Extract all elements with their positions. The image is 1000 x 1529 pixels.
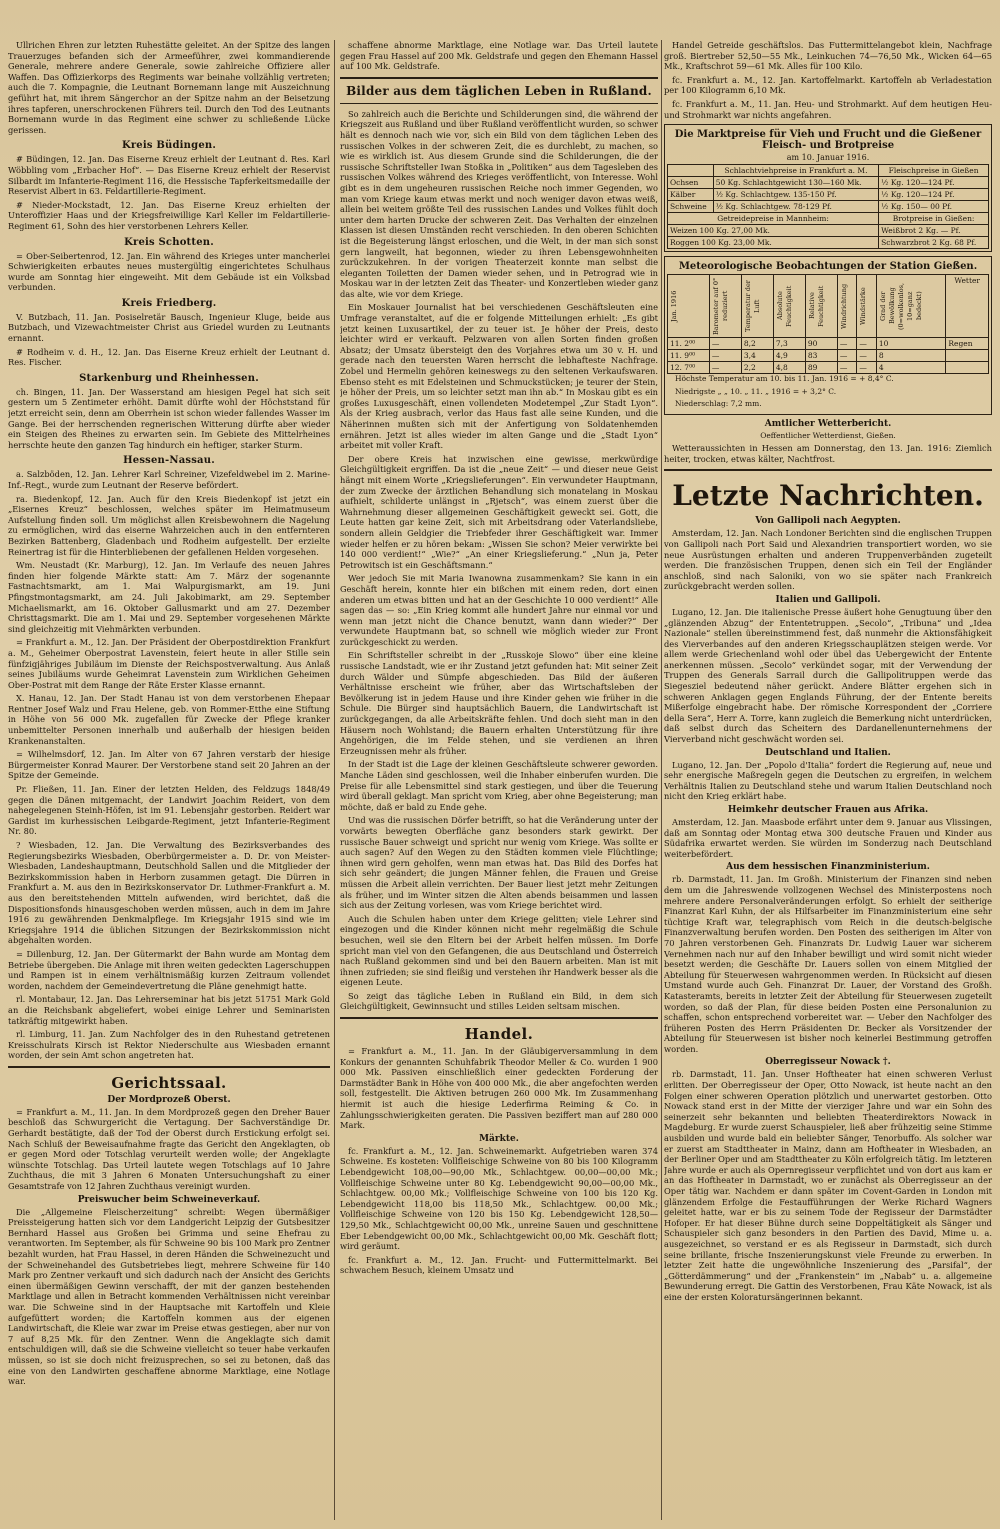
table-header: Schlachtviehpreise in Frankfurt a. M. [713,165,878,177]
news-paragraph: ch. Bingen, 11. Jan. Der Wasserstand am hiesigen Pegel hat sich seit gestern um 5 Zentimeter erhöht. Damit dürfte wohl der Höchststand für jetzt erreicht sein, denn am Oberrhein ist schon wieder fallendes Wasser im Gange. Bei der herrschenden regnerischen Witterung dürfte aber wieder ein Steigen des Rheines zu erwarten sein. Im Gebiete des Mittelrheines herrschte heute den ganzen Tag hindurch ein heftiger, starker Sturm. [8,386,330,450]
news-paragraph: Lugano, 12. Jan. Der „Popolo d'Italia“ fordert die Regierung auf, neue und sehr energische Maßregeln gegen die Deutschen zu ergreifen, in welchem Verhältnis Italien zu Deutschland stehe und warum Italien Deutschland noch nicht den Krieg erklärt habe. [664,759,992,802]
news-paragraph: In der Stadt ist die Lage der kleinen Geschäftsleute schwerer geworden. Manche Läden sind geschlossen, weil die Inhaber einberufen wurden. Die Preise für alle Lebensmittel sind stark gestiegen, und über die Teuerung wird überall geklagt. Man spricht vom Krieg, aber ohne Begeisterung; man möchte, daß er bald zu Ende gehe. [340,759,658,812]
meteo-min: Niedrigste „ „ 10. „ 11. „ 1916 = + 3,2° C. [675,386,837,396]
news-paragraph: rb. Darmstadt, 11. Jan. Unser Hoftheater hat einen schweren Verlust erlitten. Der Oberregisseur der Oper, Otto Nowack, ist heute nacht an den Folgen einer schweren Operation plötzlich und unerwartet gestorben. Otto Nowack stand erst in der Mitte der vierziger Jahre und war ein Sohn des seinerzeit sehr bekannten und beliebten Theaterdirektors Nowack in Magdeburg. Er wurde zuerst Schauspieler, ließ aber frühzeitig seine Stimme ausbilden und wurde bald ein beliebter Sänger, Tenorbuffo. Als solcher war er zuerst am Stadttheater in Mainz, dann am Hoftheater in Wiesbaden, an der Berliner Oper und am Stadttheater zu Köln erfolgreich tätig. Im letzteren Jahre wurde er auch als Opernregisseur verpflichtet und von dort aus kam er an das Hoftheater in Darmstadt, wo er zunächst als Oberregisseur an der Oper tätig war. Nachdem er dann später im Covent-Garden in London mit glänzendem Erfolge die Festaufführungen der Werke Richard Wagners geleitet hatte, war er bis zu seinem Tode der Regisseur der Darmstädter Hofoper. Er hat dieser Bühne durch seine Doppeltätigkeit als Sänger und Schauspieler sich ganz besonders in den Partien des David, Mime u. a. ausgezeichnet, so verstand er es als Regisseur in Darmstadt, sich durch seine brillante, frische Inszenierungskunst viele Freunde zu erwerben. In letzter Zeit hatte die ungewöhnliche Inszenierung des „Parsifal“, der „Götterdämmerung“ und der „Frankenstein“ im „Nabab“ u. a. allgemeine Bewunderung erregt. Die Gattin des Verstorbenen, Frau Käte Nowack, ist als eine der ersten Koloratursängerinnen bekannt. [664,1069,992,1302]
article-subtitle: Preiswucher beim Schweineverkauf. [77,1194,261,1205]
table-cell: 50 Kg. Schlachtgewicht 130—160 Mk. [713,177,878,189]
column-rule [661,40,662,1520]
article-title-russland: Bilder aus dem täglichen Leben in Rußland. [346,83,652,98]
table-row [668,177,989,189]
news-paragraph: Pr. Fließen, 11. Jan. Einer der letzten Helden, des Feldzugs 1848/49 gegen die Dänen mitgemacht, der Landwirt Joachim Reidert, von dem nahegelegenen Steinh-Höfen, ist im 91. Lebensjahr gestorben. Reidert war Gardist im kurhessischen Leibgarde-Regiment, jetzt Infanterie-Regiment Nr. 80. [8,784,330,837]
news-paragraph: Ein Moskauer Journalist hat bei verschiedenen Geschäftsleuten eine Umfrage veranstaltet, auf die er folgende Mitteilungen erhielt: „Es gibt jetzt keinen Luxusartikel, der zu teuer ist. Je höher der Preis, desto leichter wird er verkauft. Pelzwaren von allen Sorten finden großen Absatz; der Umsatz übersteigt den des Vorjahres etwa um 30 v. H. und gerade nach den teuersten Waren herrscht die lebhafteste Nachfrage. Zobel und Hermelin gehören keineswegs zu den seltenen Verkaufswaren. Ebenso steht es mit Edelsteinen und Schmuckstücken; je teurer der Stein, je höher der Preis, um so leichter setzt man ihn ab.“ In Moskau gibt es ein großes Luxusgeschäft, einen vollendeten Modetempel „Zur Stadt Lyon“. Als der Krieg ausbrach, verlor das Haus fast alle seine Kunden, und die Näherinnen mußten sich mit der Anfertigung von Soldatenhemden ernähren. Jetzt ist alles wieder im alten Gange und die „Stadt Lyon“ arbeitet mit voller Kraft. [340,302,658,451]
news-paragraph: Lugano, 12. Jan. Die italienische Presse äußert hohe Genugtuung über den „glänzenden Abzug“ der Ententetruppen. „Secolo“, „Tribuna“ und „Idea Nazionale“ stellen übereinstimmend fest, daß nunmehr die Aktionsfähigkeit des Vierverbandes auf den anderen Kriegsschauplätzen steigen werde. Vor allem werde Griechenland wohl oder übel das Uebergewicht der Entente anerkennen müssen. „Secolo“ verkündet sogar, mit der Verwendung der Truppen des Generals Sarrail durch die Gallipolitruppen werde das Siegesziel bedeutend näher gerückt. Andere Blätter ergehen sich in schweren Anklagen gegen Englands Führung, der der Entente bereits Mißerfolge eingebracht habe. Der römische Korrespondent der „Corriere della Sera“, Herr A. Torre, kann zugleich die Bemerkung nicht unterdrücken, daß selbst durch das Scheitern des Dardanellenunternehmens der Vierverband nicht geschwächt worden sei. [664,606,992,745]
news-paragraph: = Frankfurt a. M., 12. Jan. Der Präsident der Oberpostdirektion Frankfurt a. M., Geheimer Oberpostrat Lavenstein, feiert heute in aller Stille sein fünfzigjähriges Jubiläum im Dienste der Reichspostverwaltung. Aus Anlaß seines Jubiläums wurde Geheimrat Lavenstein zum Wirklichen Geheimen Ober-Postrat mit dem Range der Räte Erster Klasse ernannt. [8,637,330,690]
table-header: Wetter [946,275,989,338]
table-header: Jan. 1916 [668,275,710,338]
table-cell: ½ Kg. Schlachtgew. 135-150 Pf. [713,189,878,201]
news-paragraph: = Wilhelmsdorf, 12. Jan. Im Alter von 67 Jahren verstarb der hiesige Bürgermeister Konrad Maurer. Der Verstorbene stand seit 20 Jahren an der Spitze der Gemeinde. [8,749,330,781]
news-paragraph: V. Butzbach, 11. Jan. Posiselretär Bausch, Ingenieur Kluge, beide aus Butzbach, und Vizewachtmeister Christ aus Griedel wurden zu Leutnants ernannt. [8,311,330,344]
divider [340,103,658,104]
table-row [668,237,989,249]
news-paragraph: # Rodheim v. d. H., 12. Jan. Das Eiserne Kreuz erhielt der Leutnant d. Res. Fischer. [8,346,330,368]
table-row: 11. 2⁰⁰ — 8,2 7,3 90 — — 10 Regen [668,338,989,350]
table-header: Brotpreise in Gießen: [879,213,989,225]
column-rule [334,40,335,1520]
section-title-handel: Handel. [464,1025,534,1044]
table-header: Barometer auf 0° reduziert [709,275,741,338]
news-paragraph: Amsterdam, 12. Jan. Nach Londoner Berichten sind die englischen Truppen von Gallipoli nach Port Said und Alexandrien transportiert worden, wo sie neue Ausrüstungen erhalten und anderen Truppenverbänden zugeteilt werden. Die französischen Truppen, denen sich ein Teil der Engländer anschloß, sind nach Saloniki, von wo sie später nach Frankreich zurückgebracht werden sollen. [664,528,992,592]
article-subtitle: Der Mordprozeß Oberst. [107,1094,231,1105]
news-paragraph: Ein Schriftsteller schreibt in der „Russkoje Slowo“ über eine kleine russische Landstadt, wie er ihr Zustand jetzt gefunden hat: Mit seiner Zeit durch Wälder und Sümpfe abgeschieden. Das Bild der äußeren Verhältnisse erscheint wie früher, aber das Wirtschaftsleben der Bevölkerung ist in jedem Hause und ihre Kinder gehen wie früher in die Schule. Die Bürger sind hauptsächlich Bauern, die Landwirtschaft ist zurückgegangen, da alle Arbeitskräfte fehlen. Und doch sieht man in den Häusern noch Wohlstand; die Bauern erhalten Unterstützung für ihre Angehörigen, die im Felde stehen, und sie verdienen an ihren Erzeugnissen mehr als früher. [340,650,658,756]
news-paragraph: So zahlreich auch die Berichte und Schilderungen sind, die während der Kriegszeit aus Rußland und über Rußland veröffentlicht wurden, so schwer hält es dennoch nach wie vor, sich ein Bild von dem täglichen Leben des russischen Volkes in der schweren Zeit, die es durchlebt, zu machen, so wie es wirklich ist. Aus diesem Grunde sind die Schilderungen, die der russische Schriftsteller Iwan Stoßka in „Politiken“ aus dem Tagesleben des russischen Volkes während des Krieges veröffentlicht, von Interesse. Wohl gibt es in dem ungeheuren russischen Reiche noch immer Gegenden, wo man vom Kriege kaum etwas merkt und noch weniger davon etwas weiß, allein bei weitem größte Teil des russischen Landes und Volkes fühlt doch unter dem harten Drucke der schweren Zeit. Das Verhalten der einzelnen Klassen ist diesen Umständen recht verschieden. In den oberen Schichten ist die Begeisterung längst erloschen, und die Welt, in der man sich sonst gern langweilt, hat begonnen, wieder zu ihren Lebensgewohnheiten zurückzukehren. In der vorigen Theaterzeit konnte man selbst die eleganten Toiletten der Damen wieder sehen, und in Petrograd wie in Moskau war in der letzten Zeit das Theater- und Konzertleben wieder ganz das alte, wie vor dem Kriege. [340,108,658,299]
table-header: Relative Feuchtigkeit [805,275,837,338]
news-paragraph: = Dillenburg, 12. Jan. Der Gütermarkt der Bahn wurde am Montag dem Betriebe übergeben. Die Anlage mit ihren weiten gedeckten Lagerschuppen und Rampen ist in einem verhältnismäßig kurzen Zeitraum vollendet worden, nachdem der Gemeindevertretung die Pläne genehmigt hatte. [8,948,330,991]
table-cell: Ochsen [668,177,714,189]
section-heading: Starkenburg und Rheinhessen. [79,372,259,384]
table-cell: ½ Kg. 120—124 Pf. [879,177,989,189]
news-paragraph: ra. Biedenkopf, 12. Jan. Auch für den Kreis Biedenkopf ist jetzt ein „Eisernes Kreuz“ beschlossen, welches später im Heimatmuseum Aufstellung finden soll. Um möglichst allen Kreisbewohnern die Nagelung zu ermöglichen, wird das eiserne Wahrzeichen auch in den entfernteren Bezirken Battenberg, Gladenbach und Rodheim aufgestellt. Der erzielte Reinertrag ist für die Hinterbliebenen der gefallenen Helden vorgesehen. [8,493,330,557]
weather-report-text: Wetteraussichten in Hessen am Donnerstag, den 13. Jan. 1916: Ziemlich heiter, trocken, etwas kälter, Nachtfrost. [664,443,992,464]
news-paragraph: schaffene abnorme Marktlage, eine Notlage war. Das Urteil lautete gegen Frau Hassel auf 200 Mk. Geldstrafe und gegen den Ehemann Hassel auf 100 Mk. Geldstrafe. [340,40,658,72]
news-paragraph: rl. Montabaur, 12. Jan. Das Lehrerseminar hat bis jetzt 51751 Mark Gold an die Reichsbank abgeliefert, wobei einige Lehrer und Seminaristen tatkräftig mitgewirkt haben. [8,994,330,1026]
table-header: Temperatur der Luft [741,275,773,338]
news-paragraph: = Frankfurt a. M., 11. Jan. In der Gläubigerversammlung in dem Konkurs der genannten Schuhfabrik Theodor Meller & Co. wurden 1 900 000 Mk. Passiven einschließlich einer gedeckten Forderung der Darmstädter Bank in Höhe von 400 000 Mk., die aber angefochten werden soll, festgestellt. Die Aktiven betrugen 260 000 Mk. Im Zusammenhang hiermit ist auch die hiesige Lederfirma Reiming & Co. in Zahlungsschwierigkeiten geraten. Die Passiven beziffert man auf 280 000 Mark. [340,1046,658,1131]
news-paragraph: a. Salzböden, 12. Jan. Lehrer Karl Schreiner, Vizefeldwebel im 2. Marine-Inf.-Regt., wurde zum Leutnant der Reserve befördert. [8,469,330,490]
table-cell: Weizen 100 Kg. 27,00 Mk. [668,225,879,237]
table-row [668,189,989,201]
market-prices-table [667,164,989,249]
table-header: Grad der Bewölkung (0=wolkenlos, 10=ganz bedeckt) [876,275,946,338]
table-row: 11. 9⁰⁰ — 3,4 4,9 83 — — 8 [668,350,989,362]
news-paragraph: fc. Frankfurt a. M., 11. Jan. Heu- und Strohmarkt. Auf dem heutigen Heu- und Strohmarkt war nichts angefahren. [664,98,992,120]
article-subtitle: Märkte. [479,1133,519,1144]
table-header [668,165,714,177]
news-paragraph: X. Hanau, 12. Jan. Der Stadt Hanau ist von dem verstorbenen Ehepaar Rentner Josef Walz und Frau Helene, geb. von Rommer-Etthe eine Stiftung in Höhe von 56 000 Mk. zugefallen für Zwecke der Pflege kranker unbemittelter Personen innerhalb und außerhalb der hiesigen beiden Krankenanstalten. [8,693,330,746]
news-paragraph: rl. Limburg, 11. Jan. Zum Nachfolger des in den Ruhestand getretenen Kreisschulrats Kirsch ist Rektor Niederschulte aus Wiesbaden ernannt worden, der sein Amt schon angetreten hat. [8,1029,330,1061]
table-row: 12. 7⁰⁰ — 2,2 4,8 89 — — 4 [668,362,989,374]
meteo-table [667,274,989,374]
news-paragraph: # Nieder-Mockstadt, 12. Jan. Das Eiserne Kreuz erhielten der Unteroffizier Haas und der Kriegsfreiwillige Karl Keller im Feldartillerie-Regiment 61, Sohn des hier verstorbenen Lehrers Keller. [8,199,330,231]
news-paragraph: fc. Frankfurt a. M., 12. Jan. Schweinemarkt. Aufgetrieben waren 374 Schweine. Es kosteten: Vollfleischige Schweine von 80 bis 100 Kilogramm Lebendgewicht 108,00—90,00 Mk., Schlachtgew. 00,00—00,00 Mk.; Vollfleischige Schweine unter 80 Kg. Lebendgewicht 90,00—00,00 Mk., Schlachtgew. 00,00 Mk.; Vollfleischige Schweine von 100 bis 120 Kg. Lebendgewicht 118,00 bis 118,50 Mk., Schlachtgew. 00,00 Mk.; Vollfleischige Schweine von 120 bis 150 Kg. Lebendgewicht 128,50—129,50 Mk., Schlachtgewicht 00,00 Mk., unreine Sauen und geschnittene Eber Lebendgewicht 00,00 Mk., Schlachtgewicht 00,00 Mk. Geschäft flott; wird geräumt. [340,1145,658,1252]
article-subtitle: Italien und Gallipoli. [775,594,881,605]
table-cell: Schweine [668,201,714,213]
market-prices-box [664,124,992,252]
news-paragraph: fc. Frankfurt a. M., 12. Jan. Frucht- und Futtermittelmarkt. Bei schwachem Besuch, kleinem Umsatz und [340,1254,658,1276]
meteo-rain: Niederschlag: 7,2 mm. [675,399,762,409]
table-cell: Roggen 100 Kg. 23,00 Mk. [668,237,879,249]
section-heading: Hessen-Nassau. [123,455,215,467]
article-intro: Ullrichen Ehren zur letzten Ruhestätte geleitet. An der Spitze des langen Trauerzuges befanden sich der Armeeführer, zwei kommandierende Generale, mehrere andere Generale, sowie zahlreiche Offiziere aller Waffen. Das Offizierkorps des Regiments war beinahe vollzählig vertreten; auch die 7. Kompagnie, die Leutnant Bornemann lange mit Auszeichnung geführt hat, mit ihrem Sängerchor an der Spitze nahm an der Beisetzung ihres tapferen, unerschrockenen Führers teil. Durch den Tod des Leutnants Bornemann wurde in das Regiment eine schwer zu schließende Lücke gerissen. [8,40,330,135]
table-cell: Weißbrot 2 Kg. — Pf. [879,225,989,237]
weather-report-sub: Oeffentlicher Wetterdienst, Gießen. [760,430,896,440]
meteo-title: Meteorologische Beobachtungen der Station Gießen. [678,261,978,273]
news-paragraph: = Frankfurt a. M., 11. Jan. In dem Mordprozeß gegen den Dreher Bauer beschloß das Schwurgericht die Vertagung. Der Sachverständige Dr. Gerhardt bestätigte, daß der Tod der Oberst durch Erstickung erfolgt sei. Nach Schluß der Beweisaufnahme fragte das Gericht den Angeklagten, ob er gegen Mord oder Totschlag verurteilt werden wolle; der Angeklagte wünschte Totschlag. Das Urteil lautete wegen Totschlags auf 10 Jahre Zuchthaus, die mit 3 Jahren 6 Monaten Untersuchungshaft zu einer Gesamtstrafe von 12 Jahren Zuchthaus vereinigt wurden. [8,1106,330,1192]
news-paragraph: Wm. Neustadt (Kr. Marburg), 12. Jan. Im Verlaufe des neuen Jahres finden hier folgende Märkte statt: Am 7. März der sogenannte Fastnachtsmarkt, am 1. Mai Walpurgismarkt, am 19. Juni Pfingstmontagsmarkt, am 24. Juli Jakobimarkt, am 29. September Michaelismarkt, am 16. Oktober Gallusmarkt und am 27. Dezember Christtagsmarkt. Die am 1. Mai und 29. September vorgesehenen Märkte sind gleichzeitig mit Viehmärkten verbunden. [8,560,330,634]
section-heading: Kreis Schotten. [124,236,214,248]
table-cell: Kälber [668,189,714,201]
divider [8,1066,330,1068]
news-paragraph: Wer jedoch Sie mit Maria Iwanowna zusammenkam? Sie kann in ein Geschäft herein, konnte hier ein bißchen mit einem reden, dort einen anderen um etwas bitten und hat an der Geschichte 10 000 verdient!“ Alle sagen das — so: „Ein Krieg kommt alle hundert Jahre nur einmal vor und wenn man jetzt nicht die Chance benutzt, wann dann wieder?“ Der verwundete Hauptmann bat, so schnell wie möglich wieder zur Front zurückgeschickt zu werden. [340,573,658,647]
news-paragraph: So zeigt das tägliche Leben in Rußland ein Bild, in dem sich Gleichgültigkeit, Gewinnsucht und stilles Leiden seltsam mischen. [340,990,658,1012]
section-title-letzte-nachrichten: Letzte Nachrichten. [672,479,984,513]
divider [340,77,658,79]
weather-report-title: Amtlicher Wetterbericht. [764,418,892,429]
news-paragraph: Amsterdam, 12. Jan. Maasbode erfährt unter dem 9. Januar aus Vlissingen, daß am Sonntag oder Montag etwa 300 deutsche Frauen und Kinder aus Südafrika erwartet werden. Sie würden im Sonderzug nach Deutschland weiterbefördert. [664,817,992,859]
article-subtitle: Aus dem hessischen Finanzministerium. [726,862,930,873]
news-paragraph: # Büdingen, 12. Jan. Das Eiserne Kreuz erhielt der Leutnant d. Res. Karl Wöbbling vom „Erbacher Hof“. — Das Eiserne Kreuz erhielt der Reservist Silbardt im Infanterie-Regiment 116, die Hessische Tapferkeitsmedaille der Reservist Albert in 63. Feldartillerie-Regiment. [8,154,330,197]
news-paragraph: Und was die russischen Dörfer betrifft, so hat die Veränderung unter der vorwärts bewegten Oberfläche ganz besonders stark gewirkt. Der russische Bauer schweigt und spricht nur wenig vom Kriege. Was sollte er auch sagen? Auf den Wegen zu den Städten kommen viele Flüchtlinge; ihnen wird gern geholfen, wenn man etwas hat. Das Bild des Dorfes hat sich sehr geändert; die jungen Männer fehlen, die Frauen und Greise müssen die Arbeit allein verrichten. Der Bauer liest jetzt mehr Zeitungen als früher, und im Winter sitzen die Alten abends beisammen und lassen sich aus der Zeitung vorlesen, was vom Kriege berichtet wird. [340,815,658,911]
divider [664,469,992,471]
table-cell: ½ Kg. 150— 00 Pf. [879,201,989,213]
table-cell: ½ Kg. Schlachtgew. 78-129 Pf. [713,201,878,213]
news-paragraph: Auch die Schulen haben unter dem Kriege gelitten; viele Lehrer sind eingezogen und die Kinder können nicht mehr regelmäßig die Schule besuchen, weil sie den Eltern bei der Arbeit helfen müssen. Im Dorfe spricht man viel von den Gefangenen, die aus Deutschland und Österreich nach Rußland gekommen sind und bei den Bauern arbeiten. Man ist mit ihnen zufrieden; sie sind fleißig und verstehen ihr Handwerk besser als die eigenen Leute. [340,913,658,988]
divider [340,1017,658,1019]
market-prices-title: Die Marktpreise für Vieh und Frucht und die Gießener Fleisch- und Brotpreise [674,129,982,152]
market-prices-date: am 10. Januar 1916. [786,153,870,163]
column-1 [8,40,330,1520]
table-header: Absolute Feuchtigkeit [773,275,805,338]
news-paragraph: fc. Frankfurt a. M., 12. Jan. Kartoffelmarkt. Kartoffeln ab Verladestation per 100 Kilogramm 6,10 Mk. [664,74,992,96]
news-paragraph: ? Wiesbaden, 12. Jan. Die Verwaltung des Bezirksverbandes des Regierungsbezirks Wiesbaden, Oberbürgermeister a. D. Dr. von Meister-Wiesbaden, Landeshauptmann, Deutschhold Sallen und die Mitglieder der Bezirkskommission haben in Herborn zusammen getagt. Die Dürren in Frankfurt a. M. aus den in Bezirkskonservator Dr. Luthmer-Frankfurt a. M. aus den bereitstehenden Mitteln aufwenden, wird berichtet, daß die Dispositionsfonds hinausgeschoben werden müssen, auch in dem im Jahre 1916 zu gewährenden Denkmalpflege. Im Kriegsjahr 1915 sind wie im Kriegsjahre 1914 die üblichen Sitzungen der Bezirkskommission nicht abgehalten worden. [8,840,330,946]
article-subtitle: Von Gallipoli nach Aegypten. [755,516,901,527]
table-row [668,201,989,213]
table-header: Fleischpreise in Gießen [879,165,989,177]
article-subtitle: Heimkehr deutscher Frauen aus Afrika. [727,805,929,815]
article-subtitle: Oberregisseur Nowack †. [765,1057,891,1068]
column-3 [664,40,992,1520]
table-row [668,225,989,237]
weather-observation-box [664,256,992,415]
table-header: Windrichtung [837,275,856,338]
column-2 [340,40,658,1520]
table-cell: ½ Kg. 120—124 Pf. [879,189,989,201]
table-cell: Schwarzbrot 2 Kg. 68 Pf. [879,237,989,249]
news-paragraph: = Ober-Seibertenrod, 12. Jan. Ein während des Krieges unter mancherlei Schwierigkeiten erbautes neues mustergültig eingerichtetes Schulhaus wurde am Sonntag hier eingeweiht. Mit dem Gebäude ist ein Volksbad verbunden. [8,250,330,293]
news-paragraph: Handel Getreide geschäftslos. Das Futtermittelangebot klein, Nachfrage groß. Biertreber 52,50—55 Mk., Leinkuchen 74—76,50 Mk., Wicken 64—65 Mk., Kraftschrot 59—61 Mk. Alles für 100 Kilo. [664,40,992,72]
news-paragraph: rb. Darmstadt, 11. Jan. Im Großh. Ministerium der Finanzen sind neben dem um die Jahreswende vollzogenen Wechsel des Ministerpostens noch mehrere andere Personalveränderungen erfolgt. So erhielt der seitherige Finanzrat Karl Kuhn, der als Hilfsarbeiter im Finanzministerium eine sehr tüchtige Kraft war, telegraphisch vom Reich in die deutsch-belgische Finanzverwaltung berufen worden. Den Posten des seitherigen im Alter von 70 Jahren verstorbenen Geh. Finanzrats Dr. Ludwig Lauer war sicherem Vernehmen nach nur auf den Inhaber bewilligt und wird somit nicht wieder besetzt werden; die Geschäfte Dr. Lauers sollen von einem Mitglied der Abteilung für Steuerwesen wahrgenommen werden. In Rücksicht auf diesen Umstand wurde auch Geh. Finanzrat Dr. Lauer, der Vorstand des Großh. Katasteramts, bereits in letzter Zeit der Abteilung für Steuerwesen zugeteilt worden, so daß der Plan, für diese beiden Posten eine Personalunion zu schaffen, schon entsprechend vorbereitet war. — Ueber den Nachfolger des früheren Posten des Herrn Präsidenten Dr. Becker als Vorsitzender der Abteilung für Steuerwesen ist bisher noch keinerlei Bestimmung getroffen worden. [664,874,992,1054]
table-header: Getreidepreise in Mannheim: [668,213,879,225]
table-header: Windstärke [857,275,876,338]
meteo-max: Höchste Temperatur am 10. bis 11. Jan. 1916 = + 8,4° C. [675,374,894,384]
news-paragraph: Die „Allgemeine Fleischerzeitung“ schreibt: Wegen übermäßiger Preissteigerung hatten sich vor dem Landgericht Leipzig der Gutsbesitzer Bernhard Hassel aus Großen bei Grimma und seine Ehefrau zu verantworten. Im September, als für Schweine 90 bis 100 Mark pro Zentner bezahlt wurden, hat Frau Hassel, in deren Händen die Schweinezucht und der Schweinehandel des Gutsbetriebes liegt, mehrere Schweine für 140 Mark pro Zentner verkauft und sich dadurch nach der Ansicht des Gerichts einen übermäßigen Gewinn verschafft, der mit der ganzen bestehenden Marktlage und allen in Betracht kommenden Verhältnissen nicht vereinbar war. Die Schweine sind in der Hauptsache mit Kartoffeln und Kleie aufgefüttert worden; die Kartoffeln kommen aus der eigenen Landwirtschaft, die Kleie war zwar im Preise etwas gestiegen, aber nur von 7 auf 8,25 Mk. für den Zentner. Wenn die Angeklagte sich damit entschuldigen will, daß sie die Schweine vielleicht so teuer habe verkaufen müssen, so ist sie doch nicht freizusprechen, so sei zu betonen, daß das eine von den Landwirten geschaffene abnorme Marktlage, eine Notlage war. [8,1206,330,1387]
section-title-gerichtssaal: Gerichtssaal. [111,1073,227,1092]
section-heading: Kreis Büdingen. [121,140,217,152]
section-heading: Kreis Friedberg. [121,297,217,309]
news-paragraph: Der obere Kreis hat inzwischen eine gewisse, merkwürdige Gleichgültigkeit ergriffen. Da ist die „neue Zeit“ — und dieser neue Geist hängt mit einem Worte „Kriegslieferungen“. Ein verwundeter Hauptmann, der zum Zwecke der ärztlichen Behandlung sich monatelang in Moskau aufhielt, schilderte unlängst in „Rjetsch“, was einem zuerst über die Wahrnehmung dieser allgemeinen Geschäftigkeit geweckt sei. Gott, die Leute hatten gar keine Zeit, sich mit Arbeitsdrang oder Vaterlandsliebe, sondern allein Geldgier die Triebfeder ihrer Geschäftigkeit war. Immer wieder helfen er zu hören bekam: „Wissen Sie schon? Meier verwirkte bei 140 000 verdient!“ „Wie?“ „An einer Kriegslieferung.“ „Nun ja, Peter Petrowitsch ist ein Geschäftsmann.“ [340,453,658,570]
article-subtitle: Deutschland und Italien. [765,747,891,758]
